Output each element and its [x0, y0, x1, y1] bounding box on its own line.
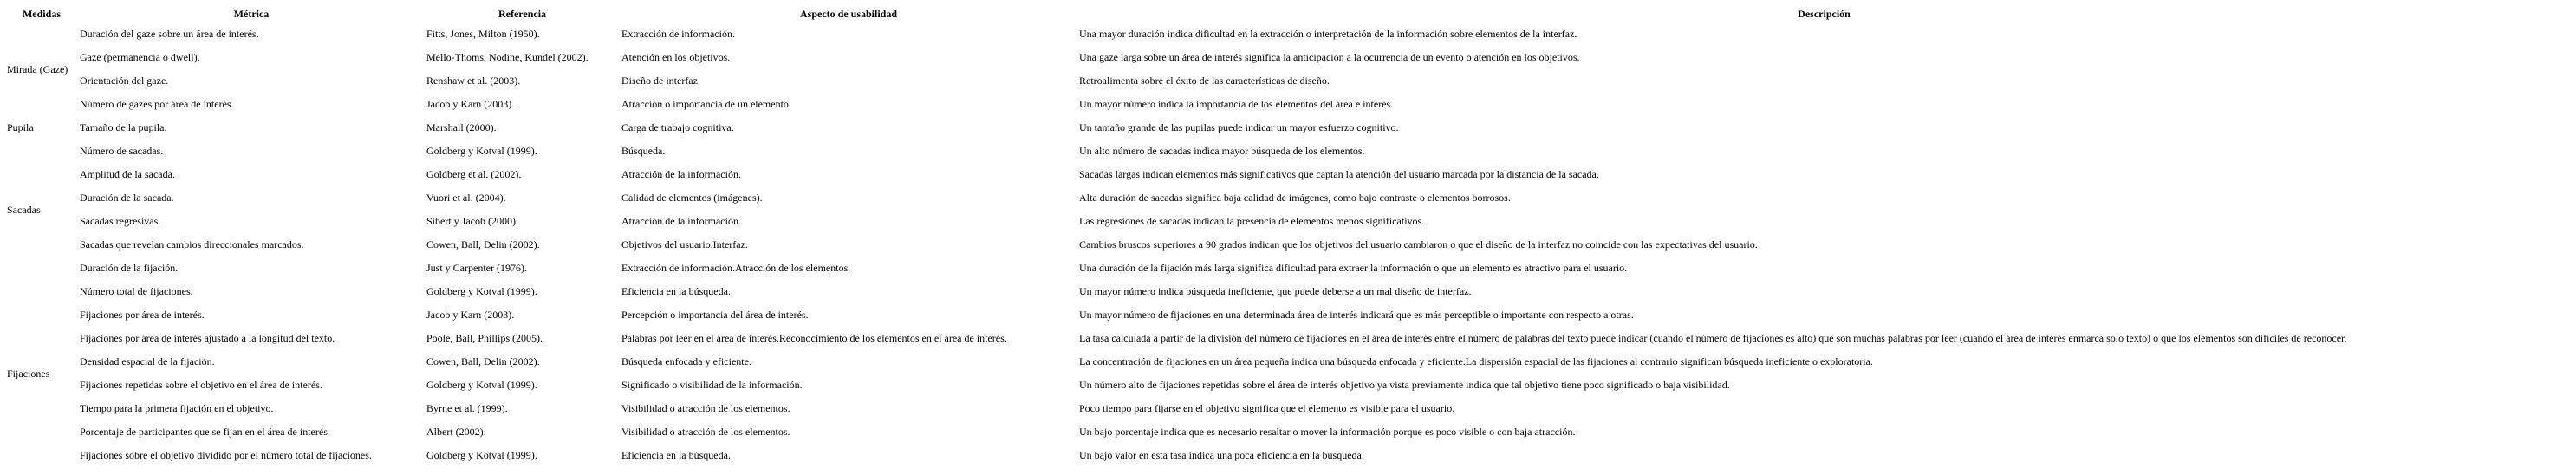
cell-reference: Byrne et al. (1999).	[426, 402, 508, 414]
cell-reference: Goldberg y Kotval (1999).	[426, 449, 537, 461]
group-label-saccades: Sacadas	[7, 203, 41, 216]
cell-usability: Extracción de información.	[621, 28, 735, 40]
cell-description: Alta duración de sacadas significa baja calidad de imágenes, como bajo contraste o elementos borrosos.	[1079, 192, 1511, 204]
table-header-row	[5, 5, 2571, 23]
cell-reference: Mello-Thoms, Nodine, Kundel (2002).	[426, 51, 589, 63]
cell-description: Una duración de la fijación más larga significa dificultad para extraer la información o que un elemento es atractivo para el usuario.	[1079, 262, 1628, 274]
cell-description: Sacadas largas indican elementos más significativos que captan la atención del usuario marcada por la distancia de la sacada.	[1079, 168, 1599, 180]
cell-metric: Número de gazes por área de interés.	[80, 98, 234, 110]
cell-usability: Atracción de la información.	[621, 215, 741, 227]
cell-metric: Fijaciones por área de interés ajustado a la longitud del texto.	[80, 332, 335, 344]
table-row	[5, 69, 2571, 93]
cell-metric: Amplitud de la sacada.	[80, 168, 175, 180]
cell-reference: Marshall (2000).	[426, 121, 497, 133]
cell-reference: Jacob y Karn (2003).	[426, 309, 515, 321]
cell-usability: Extracción de información.Atracción de los elementos.	[621, 262, 851, 274]
header-reference: Referencia	[498, 7, 547, 20]
cell-description: Un mayor número de fijaciones en una determinada área de interés indicará que es más perceptible o importante con respecto a otras.	[1079, 309, 1634, 321]
cell-reference: Renshaw et al. (2003).	[426, 75, 521, 87]
header-metric: Métrica	[233, 7, 270, 20]
cell-usability: Carga de trabajo cognitiva.	[621, 121, 734, 133]
cell-description: Un número alto de fijaciones repetidas sobre el área de interés objetivo ya vista previamente indica que tal objetivo tiene poco significado o baja visibilidad.	[1079, 379, 1730, 391]
cell-reference: Jacob y Karn (2003).	[426, 98, 515, 110]
cell-metric: Tiempo para la primera fijación en el objetivo.	[80, 402, 274, 414]
table-row	[5, 397, 2571, 420]
cell-reference: Albert (2002).	[426, 426, 486, 438]
cell-metric: Fijaciones repetidas sobre el objetivo en el área de interés.	[80, 379, 322, 391]
table-row	[5, 116, 2571, 140]
cell-description: Un bajo porcentaje indica que es necesario resaltar o mover la información porque es poco visible o con baja atracción.	[1079, 426, 1576, 438]
cell-metric: Fijaciones por área de interés.	[80, 309, 205, 321]
cell-description: Un mayor número indica búsqueda ineficiente, que puede deberse a un mal diseño de interfaz.	[1079, 285, 1472, 297]
cell-reference: Cowen, Ball, Delin (2002).	[426, 238, 540, 251]
table-row	[5, 420, 2571, 444]
cell-description: Retroalimenta sobre el éxito de las características de diseño.	[1079, 75, 1330, 87]
cell-usability: Atención en los objetivos.	[621, 51, 731, 63]
cell-usability: Diseño de interfaz.	[621, 75, 700, 87]
cell-description: Las regresiones de sacadas indican la presencia de elementos menos significativos.	[1079, 215, 1425, 227]
table-row	[5, 257, 2571, 280]
header-measures: Medidas	[22, 7, 61, 20]
table-row	[5, 186, 2571, 210]
cell-reference: Fitts, Jones, Milton (1950).	[426, 28, 540, 40]
table-row	[5, 374, 2571, 397]
header-description: Descripción	[1798, 7, 1851, 20]
cell-metric: Sacadas que revelan cambios direccionales marcados.	[80, 238, 304, 251]
cell-usability: Atracción de la información.	[621, 168, 741, 180]
cell-usability: Eficiencia en la búsqueda.	[621, 449, 731, 461]
usability-metrics-table	[5, 5, 2571, 467]
cell-usability: Palabras por leer en el área de interés.Reconocimiento de los elementos en el área de interés.	[621, 332, 1007, 344]
table-row	[5, 93, 2571, 116]
cell-description: Un alto número de sacadas indica mayor búsqueda de los elementos.	[1079, 145, 1365, 157]
cell-description: Poco tiempo para fijarse en el objetivo significa que el elemento es visible para el usuario.	[1079, 402, 1455, 414]
group-label-fixations: Fijaciones	[7, 367, 50, 380]
cell-metric: Tamaño de la pupila.	[80, 121, 167, 133]
cell-metric: Fijaciones sobre el objetivo dividido por el número total de fijaciones.	[80, 449, 372, 461]
cell-description: La concentración de fijaciones en un área pequeña indica una búsqueda enfocada y eficiente.La dispersión espacial de las fijaciones al contrario significan búsqueda ineficiente o exploratoria.	[1079, 355, 1873, 368]
cell-reference: Vuori et al. (2004).	[426, 192, 506, 204]
cell-reference: Goldberg et al. (2002).	[426, 168, 522, 180]
cell-metric: Número de sacadas.	[80, 145, 164, 157]
cell-usability: Objetivos del usuario.Interfaz.	[621, 238, 748, 251]
cell-usability: Percepción o importancia del área de interés.	[621, 309, 809, 321]
cell-metric: Duración de la sacada.	[80, 192, 174, 204]
cell-metric: Porcentaje de participantes que se fijan en el área de interés.	[80, 426, 330, 438]
table-row	[5, 350, 2571, 374]
table-row	[5, 46, 2571, 69]
cell-usability: Significado o visibilidad de la información.	[621, 379, 803, 391]
table-row	[5, 23, 2571, 46]
cell-usability: Atracción o importancia de un elemento.	[621, 98, 791, 110]
cell-description: La tasa calculada a partir de la división del número de fijaciones en el área de interés entre el número de palabras del texto puede indicar (cuando el número de fijaciones es alto) que son muchas palabras por leer (cuando el área de interés enmarca solo texto) o que los elementos son difíciles de reconocer.	[1079, 332, 2347, 344]
cell-reference: Cowen, Ball, Delin (2002).	[426, 355, 540, 368]
group-label-pupil: Pupila	[7, 121, 34, 133]
cell-description: Un bajo valor en esta tasa indica una poca eficiencia en la búsqueda.	[1079, 449, 1364, 461]
table-row	[5, 303, 2571, 327]
cell-usability: Visibilidad o atracción de los elementos.	[621, 426, 790, 438]
table-row	[5, 280, 2571, 303]
cell-metric: Número total de fijaciones.	[80, 285, 193, 297]
cell-usability: Búsqueda enfocada y eficiente.	[621, 355, 751, 368]
cell-description: Una mayor duración indica dificultad en la extracción o interpretación de la información sobre elementos de la interfaz.	[1079, 28, 1577, 40]
cell-description: Cambios bruscos superiores a 90 grados indican que los objetivos del usuario cambiaron o que el diseño de la interfaz no coincide con las expectativas del usuario.	[1079, 238, 1758, 251]
cell-metric: Gaze (permanencia o dwell).	[80, 51, 200, 63]
cell-usability: Eficiencia en la búsqueda.	[621, 285, 731, 297]
cell-description: Un mayor número indica la importancia de los elementos del área e interés.	[1079, 98, 1394, 110]
cell-reference: Goldberg y Kotval (1999).	[426, 285, 537, 297]
table-row	[5, 163, 2571, 186]
cell-reference: Goldberg y Kotval (1999).	[426, 145, 537, 157]
cell-metric: Densidad espacial de la fijación.	[80, 355, 215, 368]
table-row	[5, 233, 2571, 257]
group-label-gaze: Mirada (Gaze)	[7, 62, 68, 75]
table-row	[5, 444, 2571, 467]
cell-metric: Sacadas regresivas.	[80, 215, 161, 227]
cell-metric: Duración del gaze sobre un área de interés.	[80, 28, 259, 40]
cell-usability: Calidad de elementos (imágenes).	[621, 192, 763, 204]
cell-reference: Poole, Ball, Phillips (2005).	[426, 332, 543, 344]
cell-reference: Goldberg y Kotval (1999).	[426, 379, 537, 391]
cell-description: Una gaze larga sobre un área de interés significa la anticipación a la ocurrencia de un evento o atención en los objetivos.	[1079, 51, 1580, 63]
cell-metric: Duración de la fijación.	[80, 262, 179, 274]
header-usability: Aspecto de usabilidad	[799, 7, 898, 20]
cell-description: Un tamaño grande de las pupilas puede indicar un mayor esfuerzo cognitivo.	[1079, 121, 1399, 133]
cell-reference: Sibert y Jacob (2000).	[426, 215, 518, 227]
table-row	[5, 327, 2571, 350]
cell-usability: Búsqueda.	[621, 145, 666, 157]
table-row	[5, 140, 2571, 163]
cell-usability: Visibilidad o atracción de los elementos.	[621, 402, 790, 414]
table-row	[5, 210, 2571, 233]
cell-metric: Orientación del gaze.	[80, 75, 169, 87]
cell-reference: Just y Carpenter (1976).	[426, 262, 527, 274]
